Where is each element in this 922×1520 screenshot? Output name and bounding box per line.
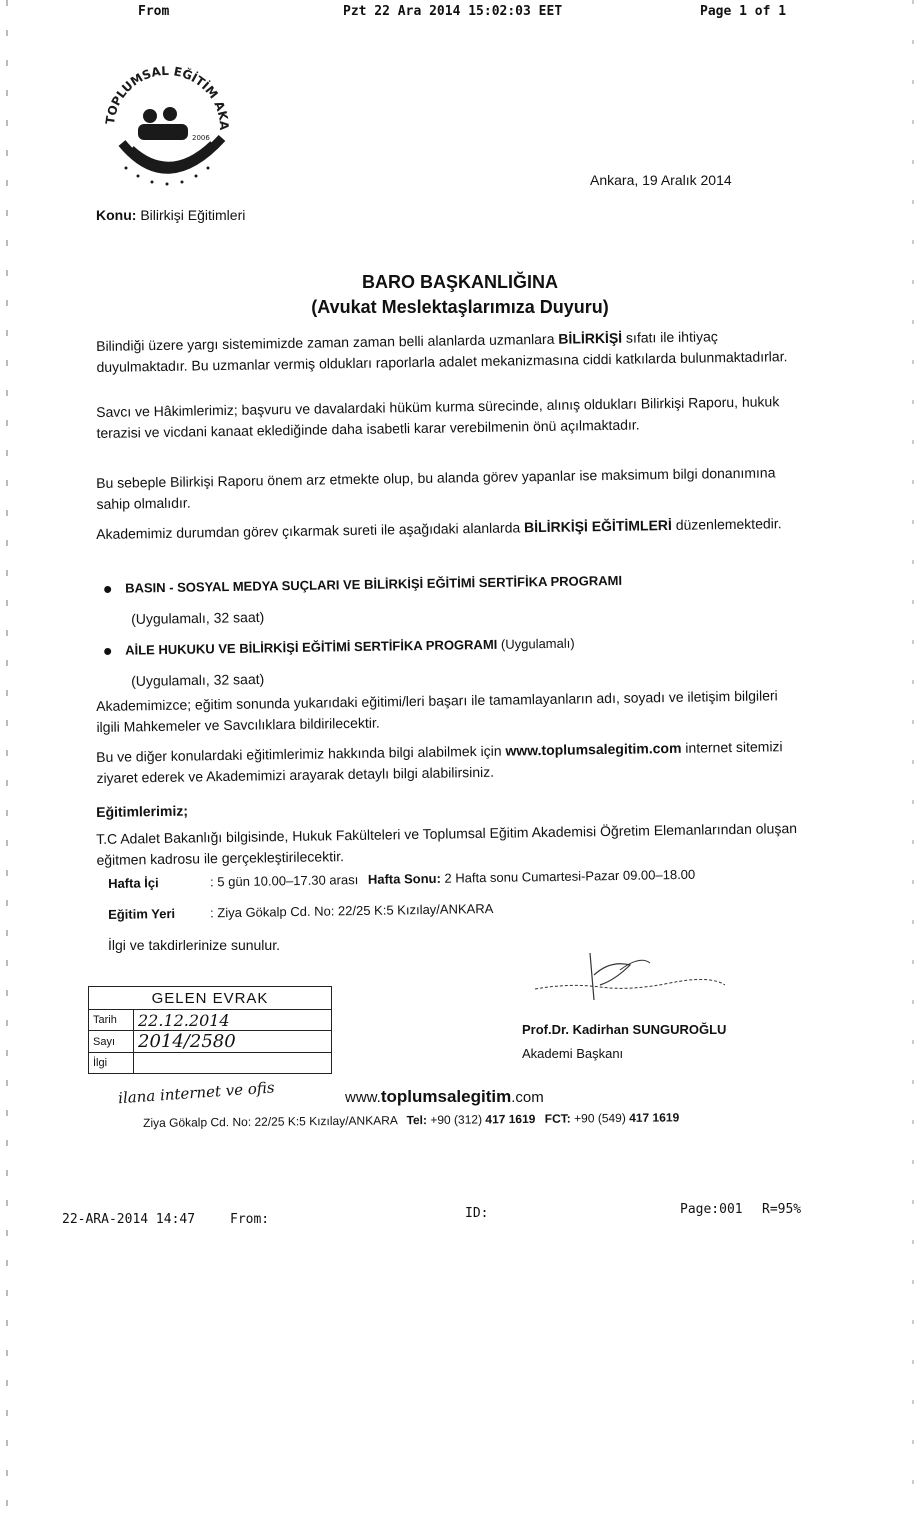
hafta-ici-row: Hafta İçi : 5 gün 10.00–17.30 arası Hafta Sonu: 2 Hafta sonu Cumartesi-Pazar 09.00–18.00 <box>108 866 696 891</box>
svg-text:2006: 2006 <box>192 134 210 142</box>
subject-value: Bilirkişi Eğitimleri <box>140 207 246 223</box>
fax-footer-page: Page:001 <box>680 1202 743 1217</box>
subject-line <box>96 207 245 223</box>
stamp-label-tarih: Tarih <box>89 1010 134 1031</box>
handwritten-note: ilana internet ve ofis <box>117 1078 276 1108</box>
website-link[interactable]: www.toplumsalegitim.com <box>505 739 682 759</box>
footer-address: Ziya Gökalp Cd. No: 22/25 K:5 Kızılay/ANKARA <box>143 1113 398 1130</box>
logo-seal-icon <box>92 48 242 198</box>
subject-label: Konu: <box>96 207 137 223</box>
fax-header-page: Page 1 of 1 <box>700 4 787 19</box>
stamp-label-sayi: Sayı <box>89 1031 134 1053</box>
egitim-yeri-row: Eğitim Yeri : Ziya Gökalp Cd. No: 22/25 K:5 Kızılay/ANKARA <box>108 900 494 922</box>
fax-footer-id: ID: <box>465 1206 489 1221</box>
program-2: AİLE HUKUKU VE BİLİRKİŞİ EĞİTİMİ SERTİFİKA PROGRAMI (Uygulamalı) <box>104 629 810 661</box>
bullet-icon <box>104 648 111 655</box>
paragraph-5: Akademimizce; eğitim sonunda yukarıdaki eğitimi/leri başarı ile tamamlayanların adı, soyadı ve iletişim bilgileri ilgili Mahkemeler ve Savcılıklara bildirilecektir. <box>96 687 778 735</box>
fax-header-from: From <box>138 4 170 19</box>
program-1-note: (Uygulamalı, 32 saat) <box>131 608 265 627</box>
fax-footer-from: From: <box>230 1212 270 1227</box>
program-2-note: (Uygulamalı, 32 saat) <box>131 670 265 689</box>
egitimler-label: Eğitimlerimiz; <box>96 802 189 820</box>
svg-text:TOPLUMSAL EĞİTİM AKADEMİSİ: TOPLUMSAL EĞİTİM AKA <box>103 63 232 131</box>
footer-website[interactable]: www.toplumsalegitim.com <box>345 1087 544 1106</box>
paragraph-1: Bilindiği üzere yargı sistemimizde zaman zaman belli alanlarda uzmanlara BİLİRKİŞİ sıfatı ile ihtiyaç duyulmaktadır. Bu uzmanlar vermiş oldukları raporlarla adalet mekanizmasına ciddi katkılarda bulunmaktadırlar. <box>96 328 788 375</box>
stamp-heading: GELEN EVRAK <box>89 987 332 1010</box>
scan-edge-right <box>912 0 914 1520</box>
paragraph-3: Bu sebeple Bilirkişi Raporu önem arz etmekte olup, bu alanda görev yapanlar ise maksimum bilgi donanımına sahip olmalıdır. <box>96 464 776 512</box>
fax-header-datetime: Pzt 22 Ara 2014 15:02:03 EET <box>343 4 563 19</box>
place-date: Ankara, 19 Aralık 2014 <box>590 172 732 188</box>
scan-edge-left <box>6 0 8 1520</box>
paragraph-2: Savcı ve Hâkimlerimiz; başvuru ve davalardaki hüküm kurma sürecinde, alınış oldukları Bilirkişi Raporu, hukuk terazisi ve vicdani kanaat eklediğinde daha isabetli karar verebilmenin önü açılmaktadır. <box>96 393 780 441</box>
paragraph-6: Bu ve diğer konulardaki eğitimlerimiz hakkında bilgi alabilmek için www.toplumsalegitim.com internet sitemizi ziyaret ederek ve Akademimizi arayarak detaylı bilgi alabilirsiniz. <box>96 738 783 786</box>
footer-contact: Ziya Gökalp Cd. No: 22/25 K:5 Kızılay/ANKARA Tel: +90 (312) 417 1619 FCT: +90 (549) 417 1619 <box>143 1110 680 1130</box>
incoming-stamp <box>88 986 332 1074</box>
academy-logo <box>92 48 242 198</box>
letter-title: BARO BAŞKANLIĞINA <box>362 272 558 292</box>
bullet-icon <box>104 586 111 593</box>
signature <box>530 945 730 1005</box>
stamp-value-sayi: 2014/2580 <box>134 1031 332 1053</box>
stamp-value-tarih: 22.12.2014 <box>134 1010 332 1031</box>
stamp-value-ilgi <box>134 1053 332 1074</box>
signature-scribble-icon <box>530 945 730 1005</box>
paragraph-4: Akademimiz durumdan görev çıkarmak sureti ile aşağıdaki alanlarda BİLİRKİŞİ EĞİTİMLERİ düzenlemektedir. <box>96 515 782 542</box>
signer-title: Akademi Başkanı <box>522 1046 624 1061</box>
paragraph-7: T.C Adalet Bakanlığı bilgisinde, Hukuk Fakülteleri ve Toplumsal Eğitim Akademisi Öğretim Elemanlarından oluşan eğitmen kadrosu ile gerçekleştirilecektir. <box>96 819 798 868</box>
fax-footer-resolution: R=95% <box>762 1202 802 1217</box>
letter-subtitle: (Avukat Meslektaşlarımıza Duyuru) <box>311 297 609 317</box>
fax-footer-date: 22-ARA-2014 14:47 <box>62 1212 196 1227</box>
program-1: BASIN - SOSYAL MEDYA SUÇLARI VE BİLİRKİŞİ EĞİTİMİ SERTİFİKA PROGRAMI <box>104 567 810 599</box>
stamp-label-ilgi: İlgi <box>89 1053 134 1074</box>
closing-line: İlgi ve takdirlerinize sunulur. <box>108 937 280 953</box>
signer-name: Prof.Dr. Kadirhan SUNGUROĞLU <box>522 1022 727 1037</box>
